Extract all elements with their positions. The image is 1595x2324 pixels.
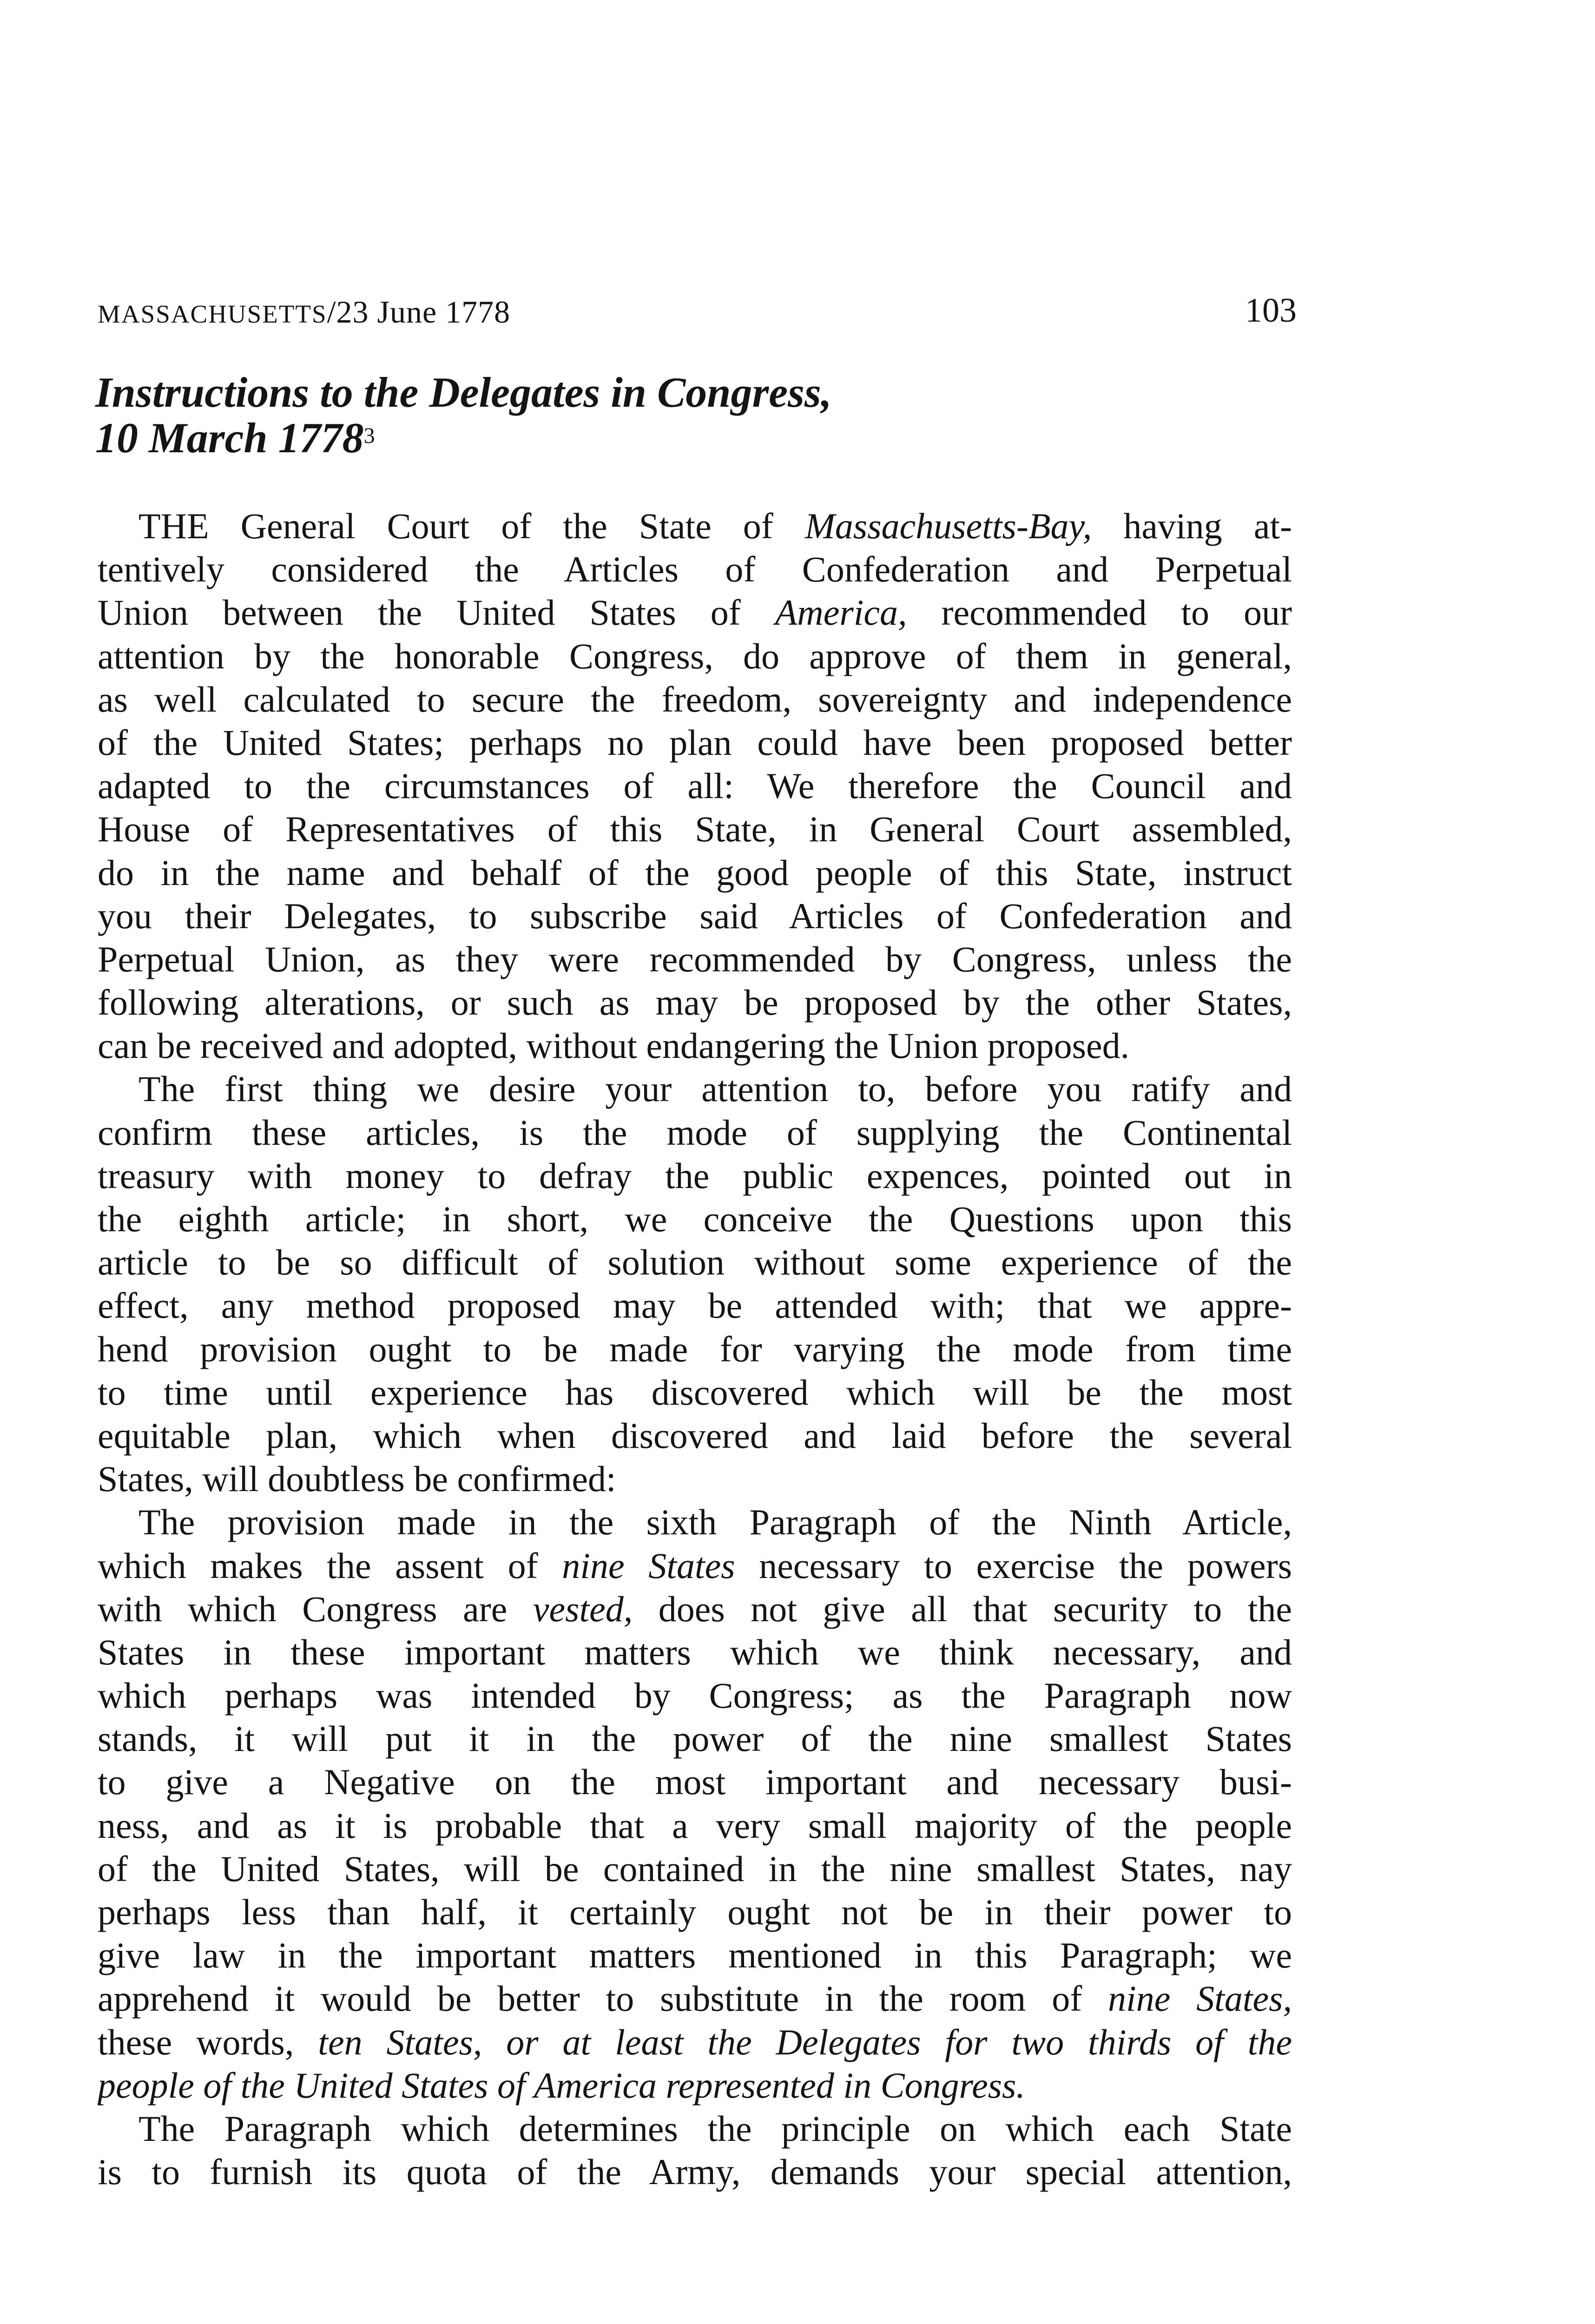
text-line: you their Delegates, to subscribe said Articles of Confederation and bbox=[98, 895, 1292, 936]
body-text bbox=[98, 504, 1292, 2193]
text-line: Union between the United States of America, recommended to our bbox=[98, 592, 1292, 633]
text-line: stands, it will put it in the power of the nine smallest States bbox=[98, 1718, 1292, 1759]
text-line: attention by the honorable Congress, do approve of them in general, bbox=[98, 635, 1292, 676]
text-line: confirm these articles, is the mode of supplying the Continental bbox=[98, 1112, 1292, 1153]
text-line: which makes the assent of nine States necessary to exercise the powers bbox=[98, 1545, 1292, 1586]
text-line: which perhaps was intended by Congress; as the Paragraph now bbox=[98, 1675, 1292, 1716]
text-line: The Paragraph which determines the principle on which each State bbox=[138, 2108, 1292, 2149]
text-line: treasury with money to defray the public expences, pointed out in bbox=[98, 1155, 1292, 1196]
text-line: The first thing we desire your attention to, before you ratify and bbox=[138, 1069, 1292, 1109]
text-line: give law in the important matters mentioned in this Paragraph; we bbox=[98, 1935, 1292, 1976]
document-title bbox=[95, 370, 1304, 461]
text-line: effect, any method proposed may be attended with; that we appre- bbox=[98, 1285, 1292, 1326]
text-line: House of Representatives of this State, in General Court assembled, bbox=[98, 809, 1292, 850]
text-line: the eighth article; in short, we conceive the Questions upon this bbox=[98, 1199, 1292, 1239]
text-line: hend provision ought to be made for varying the mode from time bbox=[98, 1328, 1292, 1369]
text-line: States in these important matters which we think necessary, and bbox=[98, 1631, 1292, 1672]
text-line: to give a Negative on the most important and necessary busi- bbox=[98, 1762, 1292, 1802]
text-line: Perpetual Union, as they were recommended by Congress, unless the bbox=[98, 938, 1292, 979]
text-line: as well calculated to secure the freedom, sovereignty and independence bbox=[98, 679, 1292, 720]
text-line: with which Congress are vested, does not give all that security to the bbox=[98, 1588, 1292, 1629]
text-line: equitable plan, which when discovered and laid before the several bbox=[98, 1415, 1292, 1456]
page-number: 103 bbox=[1245, 291, 1297, 330]
text-line: following alterations, or such as may be proposed by the other States, bbox=[98, 982, 1292, 1023]
running-head-date: /23 June 1778 bbox=[327, 294, 511, 330]
text-line: of the United States, will be contained in the nine smallest States, nay bbox=[98, 1848, 1292, 1889]
text-line: States, will doubtless be confirmed: bbox=[98, 1459, 616, 1499]
title-line-2: 10 March 1778 bbox=[95, 414, 364, 462]
running-head-state: massachusetts bbox=[98, 290, 327, 330]
title-line-1: Instructions to the Delegates in Congress, bbox=[95, 369, 832, 416]
text-line: is to furnish its quota of the Army, demands your special attention, bbox=[98, 2152, 1292, 2192]
text-line: of the United States; perhaps no plan could have been proposed better bbox=[98, 722, 1292, 763]
text-line: adapted to the circumstances of all: We therefore the Council and bbox=[98, 766, 1292, 806]
text-line: THE General Court of the State of Massachusetts-Bay, having at- bbox=[138, 506, 1292, 546]
text-line: tentively considered the Articles of Confederation and Perpetual bbox=[98, 549, 1292, 590]
text-line: can be received and adopted, without endangering the Union proposed. bbox=[98, 1025, 1130, 1066]
text-line: perhaps less than half, it certainly ought not be in their power to bbox=[98, 1892, 1292, 1932]
text-line: to time until experience has discovered which will be the most bbox=[98, 1372, 1292, 1413]
text-line: do in the name and behalf of the good people of this State, instruct bbox=[98, 852, 1292, 893]
text-line: apprehend it would be better to substitute in the room of nine States, bbox=[98, 1978, 1292, 2019]
footnote-reference: 3 bbox=[363, 423, 375, 448]
text-line: people of the United States of America represented in Congress. bbox=[98, 2065, 1025, 2106]
text-line: these words, ten States, or at least the Delegates for two thirds of the bbox=[98, 2021, 1292, 2062]
text-line: ness, and as it is probable that a very small majority of the people bbox=[98, 1805, 1292, 1846]
text-line: article to be so difficult of solution without some experience of the bbox=[98, 1242, 1292, 1283]
running-head bbox=[98, 287, 1297, 334]
text-line: The provision made in the sixth Paragraph of the Ninth Article, bbox=[138, 1502, 1292, 1543]
running-head-title bbox=[98, 287, 510, 335]
